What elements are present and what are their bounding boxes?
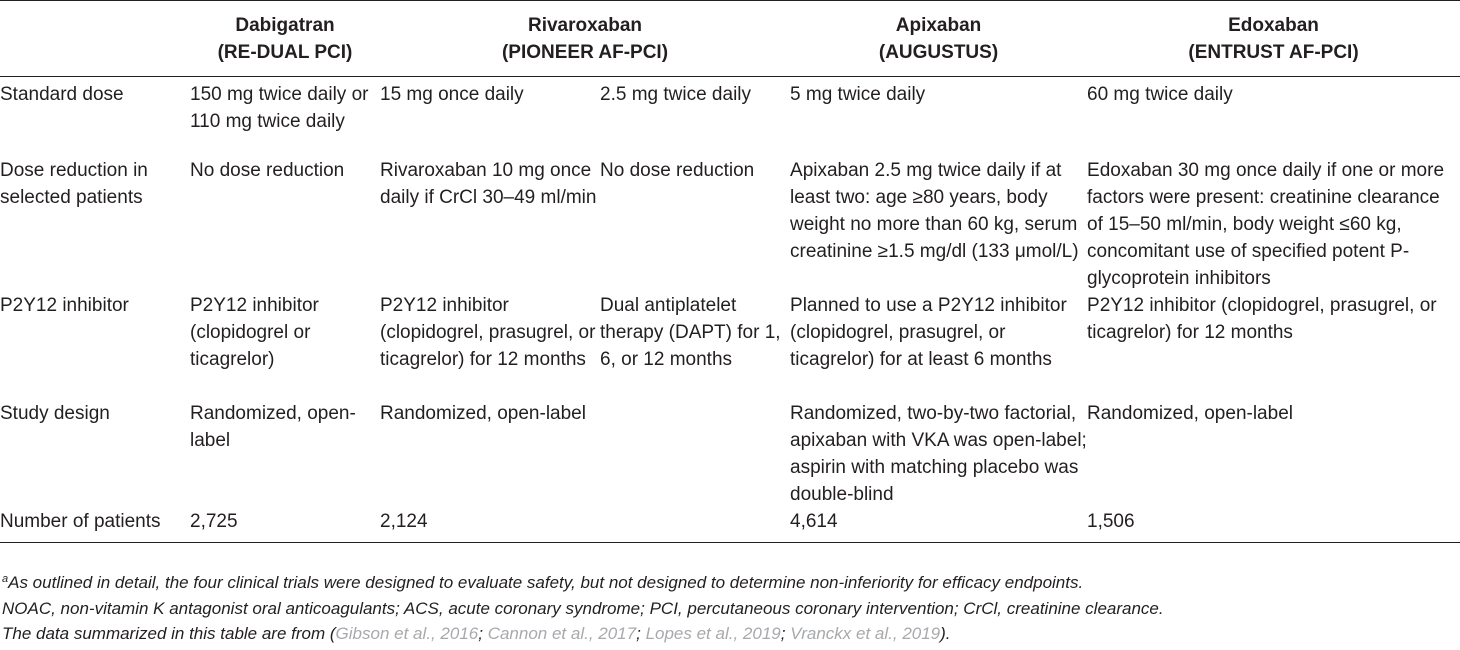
footnote-a-text: As outlined in detail, the four clinical trials were designed to evaluate safety, but not designed to determine non-inferiority for efficacy endpoints. (8, 573, 1084, 592)
cell-dose-reduction-apixaban: Apixaban 2.5 mg twice daily if at least two: age ≥80 years, body weight no more than 60 kg, serum creatinine ≥1.5 mg/dl (133 μmol/L) (790, 160, 1079, 262)
header-rivaroxaban (380, 1, 790, 77)
cell-patients-dabigatran: 2,725 (190, 511, 238, 532)
header-edoxaban (1087, 1, 1460, 77)
footnote-source-prefix: The data summarized in this table are from ( (2, 624, 336, 643)
citation-link-cannon[interactable]: Cannon et al., 2017 (487, 624, 637, 643)
citation-link-lopes[interactable]: Lopes et al., 2019 (645, 624, 781, 643)
cell-dose-reduction-rivaroxaban-b: No dose reduction (600, 160, 755, 181)
footnote-source-suffix: ). (940, 624, 951, 643)
header-edoxaban-trial: (ENTRUST AF-PCI) (1188, 42, 1359, 63)
table-row-dose-reduction (0, 157, 1460, 292)
cell-dose-reduction-edoxaban: Edoxaban 30 mg once daily if one or more factors were present: creatinine clearance of 15–50 ml/min, body weight ≤60 kg, concomitant use of specified potent P-glycoprotein inhibitors (1087, 160, 1445, 289)
cell-standard-dose-dabigatran: 150 mg twice daily or 110 mg twice daily (190, 84, 369, 132)
cell-dose-reduction-dabigatran: No dose reduction (190, 160, 345, 181)
row-label-standard-dose: Standard dose (0, 84, 124, 105)
header-apixaban-name: Apixaban (895, 15, 982, 36)
cell-p2y12-rivaroxaban-a: P2Y12 inhibitor (clopidogrel, prasugrel, or ticagrelor) for 12 months (380, 295, 596, 370)
row-label-p2y12-inhibitor: P2Y12 inhibitor (0, 295, 129, 316)
header-rivaroxaban-name: Rivaroxaban (527, 15, 643, 36)
table-header-row (0, 1, 1460, 77)
footnote-source (2, 621, 1452, 647)
cell-study-design-rivaroxaban: Randomized, open-label (380, 403, 586, 424)
citation-separator: ; (780, 624, 791, 643)
header-dabigatran-name: Dabigatran (235, 15, 335, 36)
cell-study-design-edoxaban: Randomized, open-label (1087, 403, 1293, 424)
row-label-dose-reduction: Dose reduction in selected patients (0, 160, 148, 208)
row-label-number-of-patients: Number of patients (0, 511, 161, 532)
cell-study-design-apixaban: Randomized, two-by-two factorial, apixaban with VKA was open-label; aspirin with matching placebo was double-blind (790, 403, 1087, 505)
cell-patients-apixaban: 4,614 (790, 511, 838, 532)
cell-dose-reduction-rivaroxaban-a: Rivaroxaban 10 mg once daily if CrCl 30–49 ml/min (380, 160, 597, 208)
row-label-study-design: Study design (0, 403, 110, 424)
header-row-label (0, 1, 190, 77)
header-apixaban-trial: (AUGUSTUS) (878, 42, 999, 63)
table-row-p2y12-inhibitor (0, 292, 1460, 400)
cell-p2y12-apixaban: Planned to use a P2Y12 inhibitor (clopidogrel, prasugrel, or ticagrelor) for at least 6 months (790, 295, 1067, 370)
citation-separator: ; (636, 624, 646, 643)
header-edoxaban-name: Edoxaban (1228, 15, 1319, 36)
table-row-standard-dose (0, 77, 1460, 158)
cell-p2y12-edoxaban: P2Y12 inhibitor (clopidogrel, prasugrel, or ticagrelor) for 12 months (1087, 295, 1437, 343)
table-footnotes (2, 570, 1452, 647)
cell-patients-edoxaban: 1,506 (1087, 511, 1135, 532)
cell-patients-rivaroxaban: 2,124 (380, 511, 428, 532)
cell-standard-dose-apixaban: 5 mg twice daily (790, 84, 926, 105)
cell-study-design-dabigatran: Randomized, open-label (190, 403, 356, 451)
cell-standard-dose-edoxaban: 60 mg twice daily (1087, 84, 1233, 105)
cell-p2y12-rivaroxaban-b: Dual antiplatelet therapy (DAPT) for 1, 6, or 12 months (600, 295, 781, 370)
table-row-study-design (0, 400, 1460, 508)
footnote-abbreviations: NOAC, non-vitamin K antagonist oral anticoagulants; ACS, acute coronary syndrome; PCI, percutaneous coronary intervention; CrCl, creatinine clearance. (2, 598, 1164, 618)
footnote-a (2, 570, 1452, 596)
cell-standard-dose-rivaroxaban-b: 2.5 mg twice daily (600, 84, 752, 105)
cell-p2y12-dabigatran: P2Y12 inhibitor (clopidogrel or ticagrelor) (190, 295, 319, 370)
table-row-number-of-patients (0, 508, 1460, 543)
header-dabigatran-trial: (RE-DUAL PCI) (217, 42, 353, 63)
citation-link-vranckx[interactable]: Vranckx et al., 2019 (790, 624, 941, 643)
cell-standard-dose-rivaroxaban-a: 15 mg once daily (380, 84, 524, 105)
citation-link-gibson[interactable]: Gibson et al., 2016 (335, 624, 479, 643)
footnote-a-marker: a (2, 573, 9, 585)
header-rivaroxaban-trial: (PIONEER AF-PCI) (501, 42, 669, 63)
header-dabigatran (190, 1, 380, 77)
citation-separator: ; (478, 624, 488, 643)
header-apixaban (790, 1, 1087, 77)
